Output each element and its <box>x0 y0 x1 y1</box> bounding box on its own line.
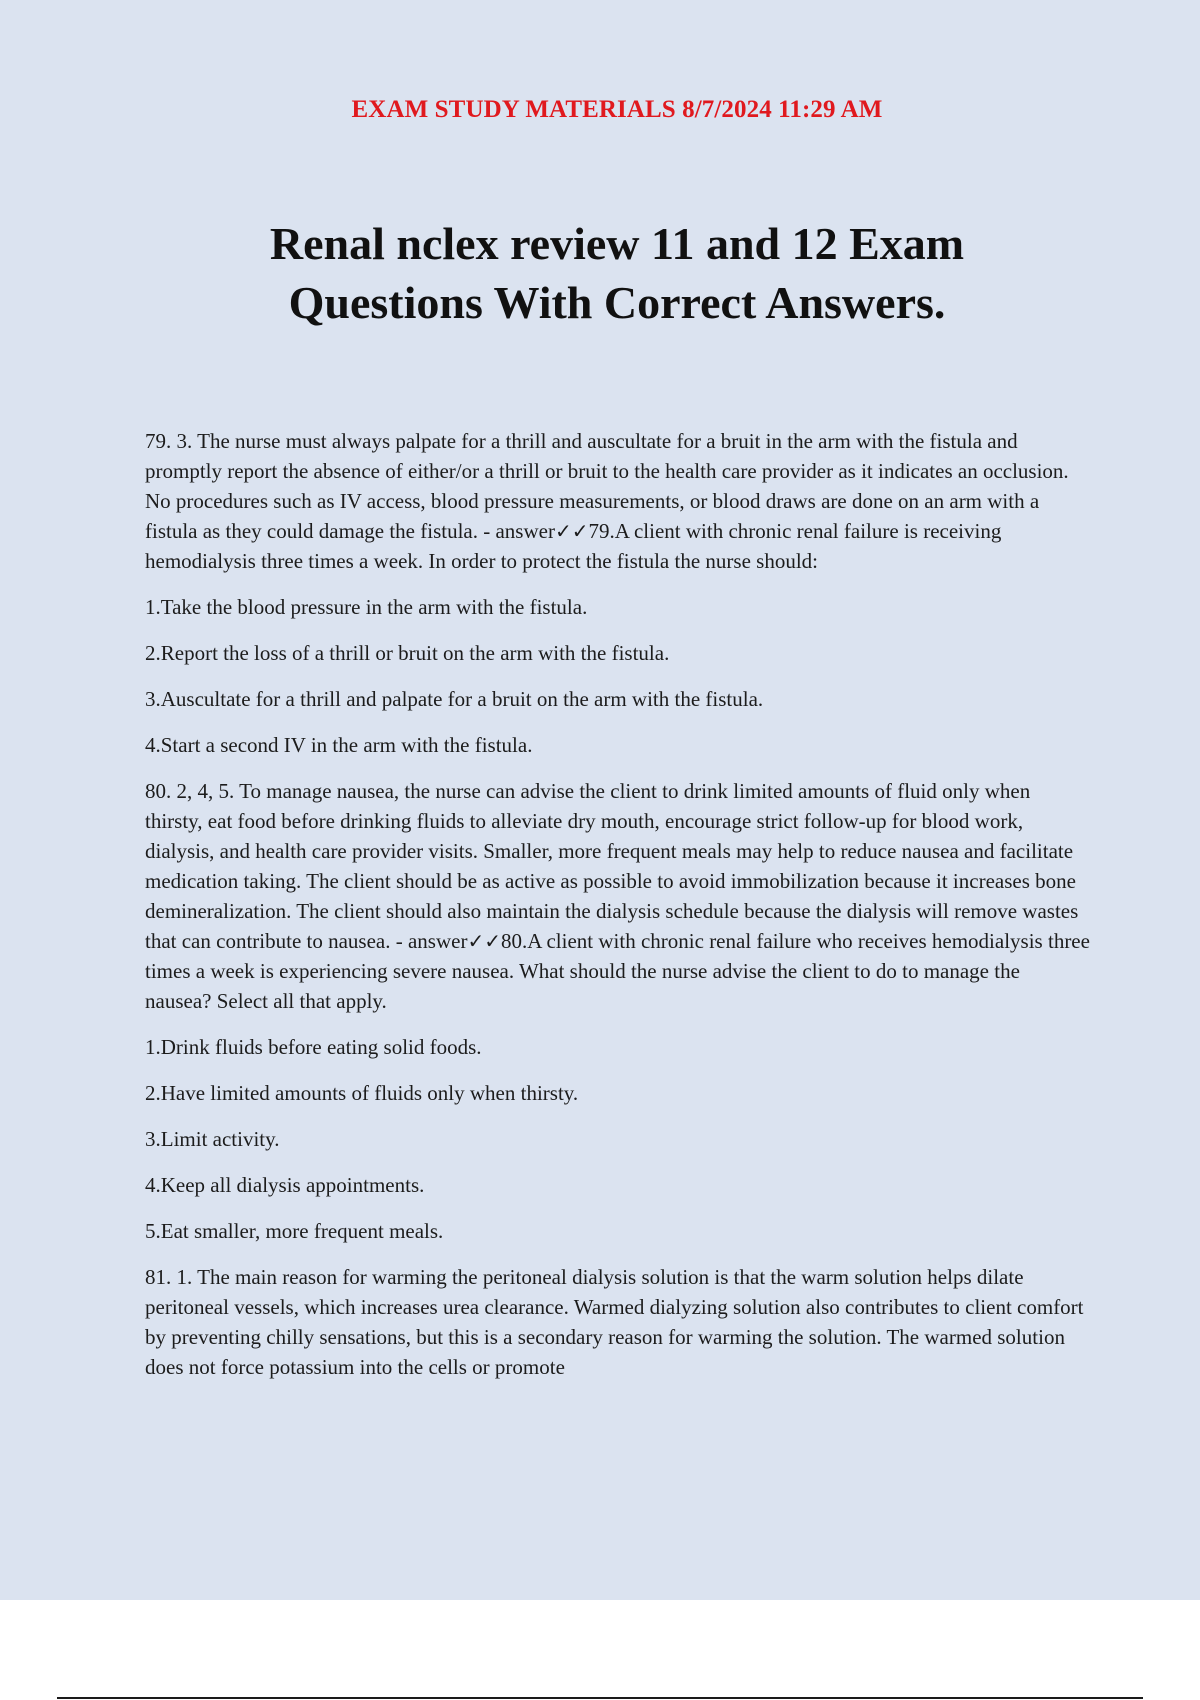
double-check-icon: ✓✓ <box>467 929 501 953</box>
q80-paragraph <box>145 776 1090 1016</box>
q79-option-1: 1.Take the blood pressure in the arm with the fistula. <box>145 595 588 619</box>
q81-paragraph: 81. 1. The main reason for warming the peritoneal dialysis solution is that the warm solution helps dilate peritoneal vessels, which increases urea clearance. Warmed dialyzing solution also contributes to client comfort by preventing chilly sensations, but this is a secondary reason for warming the solution. The warmed solution does not force potassium into the cells or promote <box>145 1265 1084 1379</box>
q79-option-4: 4.Start a second IV in the arm with the fistula. <box>145 733 533 757</box>
document-title <box>100 214 1134 332</box>
document-body <box>145 426 1090 1398</box>
q80-option-3: 3.Limit activity. <box>145 1127 280 1151</box>
q80-option-4: 4.Keep all dialysis appointments. <box>145 1173 425 1197</box>
page-divider <box>57 1697 1143 1699</box>
q80-option-2: 2.Have limited amounts of fluids only when thirsty. <box>145 1081 579 1105</box>
double-check-icon: ✓✓ <box>554 519 589 543</box>
q79-rationale: 79. 3. The nurse must always palpate for a thrill and auscultate for a bruit in the arm with the fistula and promptly report the absence of either/or a thrill or bruit to the health care provider as it indicates an occlusion. No procedures such as IV access, blood pressure measurements, or blood draws are done on an arm with a fistula as they could damage the fistula. - answer <box>145 429 1069 543</box>
page-gap <box>0 1600 1200 1700</box>
q80-option-5: 5.Eat smaller, more frequent meals. <box>145 1219 444 1243</box>
title-line-1: Renal nclex review 11 and 12 Exam <box>269 218 965 269</box>
q80-option-1: 1.Drink fluids before eating solid foods. <box>145 1035 482 1059</box>
title-line-2: Questions With Correct Answers. <box>288 277 946 328</box>
q79-option-3: 3.Auscultate for a thrill and palpate for a bruit on the arm with the fistula. <box>145 687 764 711</box>
q79-option-2: 2.Report the loss of a thrill or bruit on the arm with the fistula. <box>145 641 670 665</box>
q79-paragraph <box>145 426 1090 576</box>
q79-question: 79.A client with chronic renal failure is receiving hemodialysis three times a week. In order to protect the fistula the nurse should: <box>145 519 1002 573</box>
header-note: EXAM STUDY MATERIALS 8/7/2024 11:29 AM <box>351 96 883 123</box>
q80-rationale: 80. 2, 4, 5. To manage nausea, the nurse can advise the client to drink limited amounts of fluid only when thirsty, eat food before drinking fluids to alleviate dry mouth, encourage strict follow-up for blood work, dialysis, and health care provider visits. Smaller, more frequent meals may help to reduce nausea and facilitate medication taking. The client should be as active as possible to avoid immobilization because it increases bone demineralization. The client should also maintain the dialysis schedule because the dialysis will remove wastes that can contribute to nausea. - answer <box>145 779 1079 953</box>
q80-question: 80.A client with chronic renal failure who receives hemodialysis three times a week is experiencing severe nausea. What should the nurse advise the client to do to manage the nausea? Select all that apply. <box>145 929 1090 1013</box>
